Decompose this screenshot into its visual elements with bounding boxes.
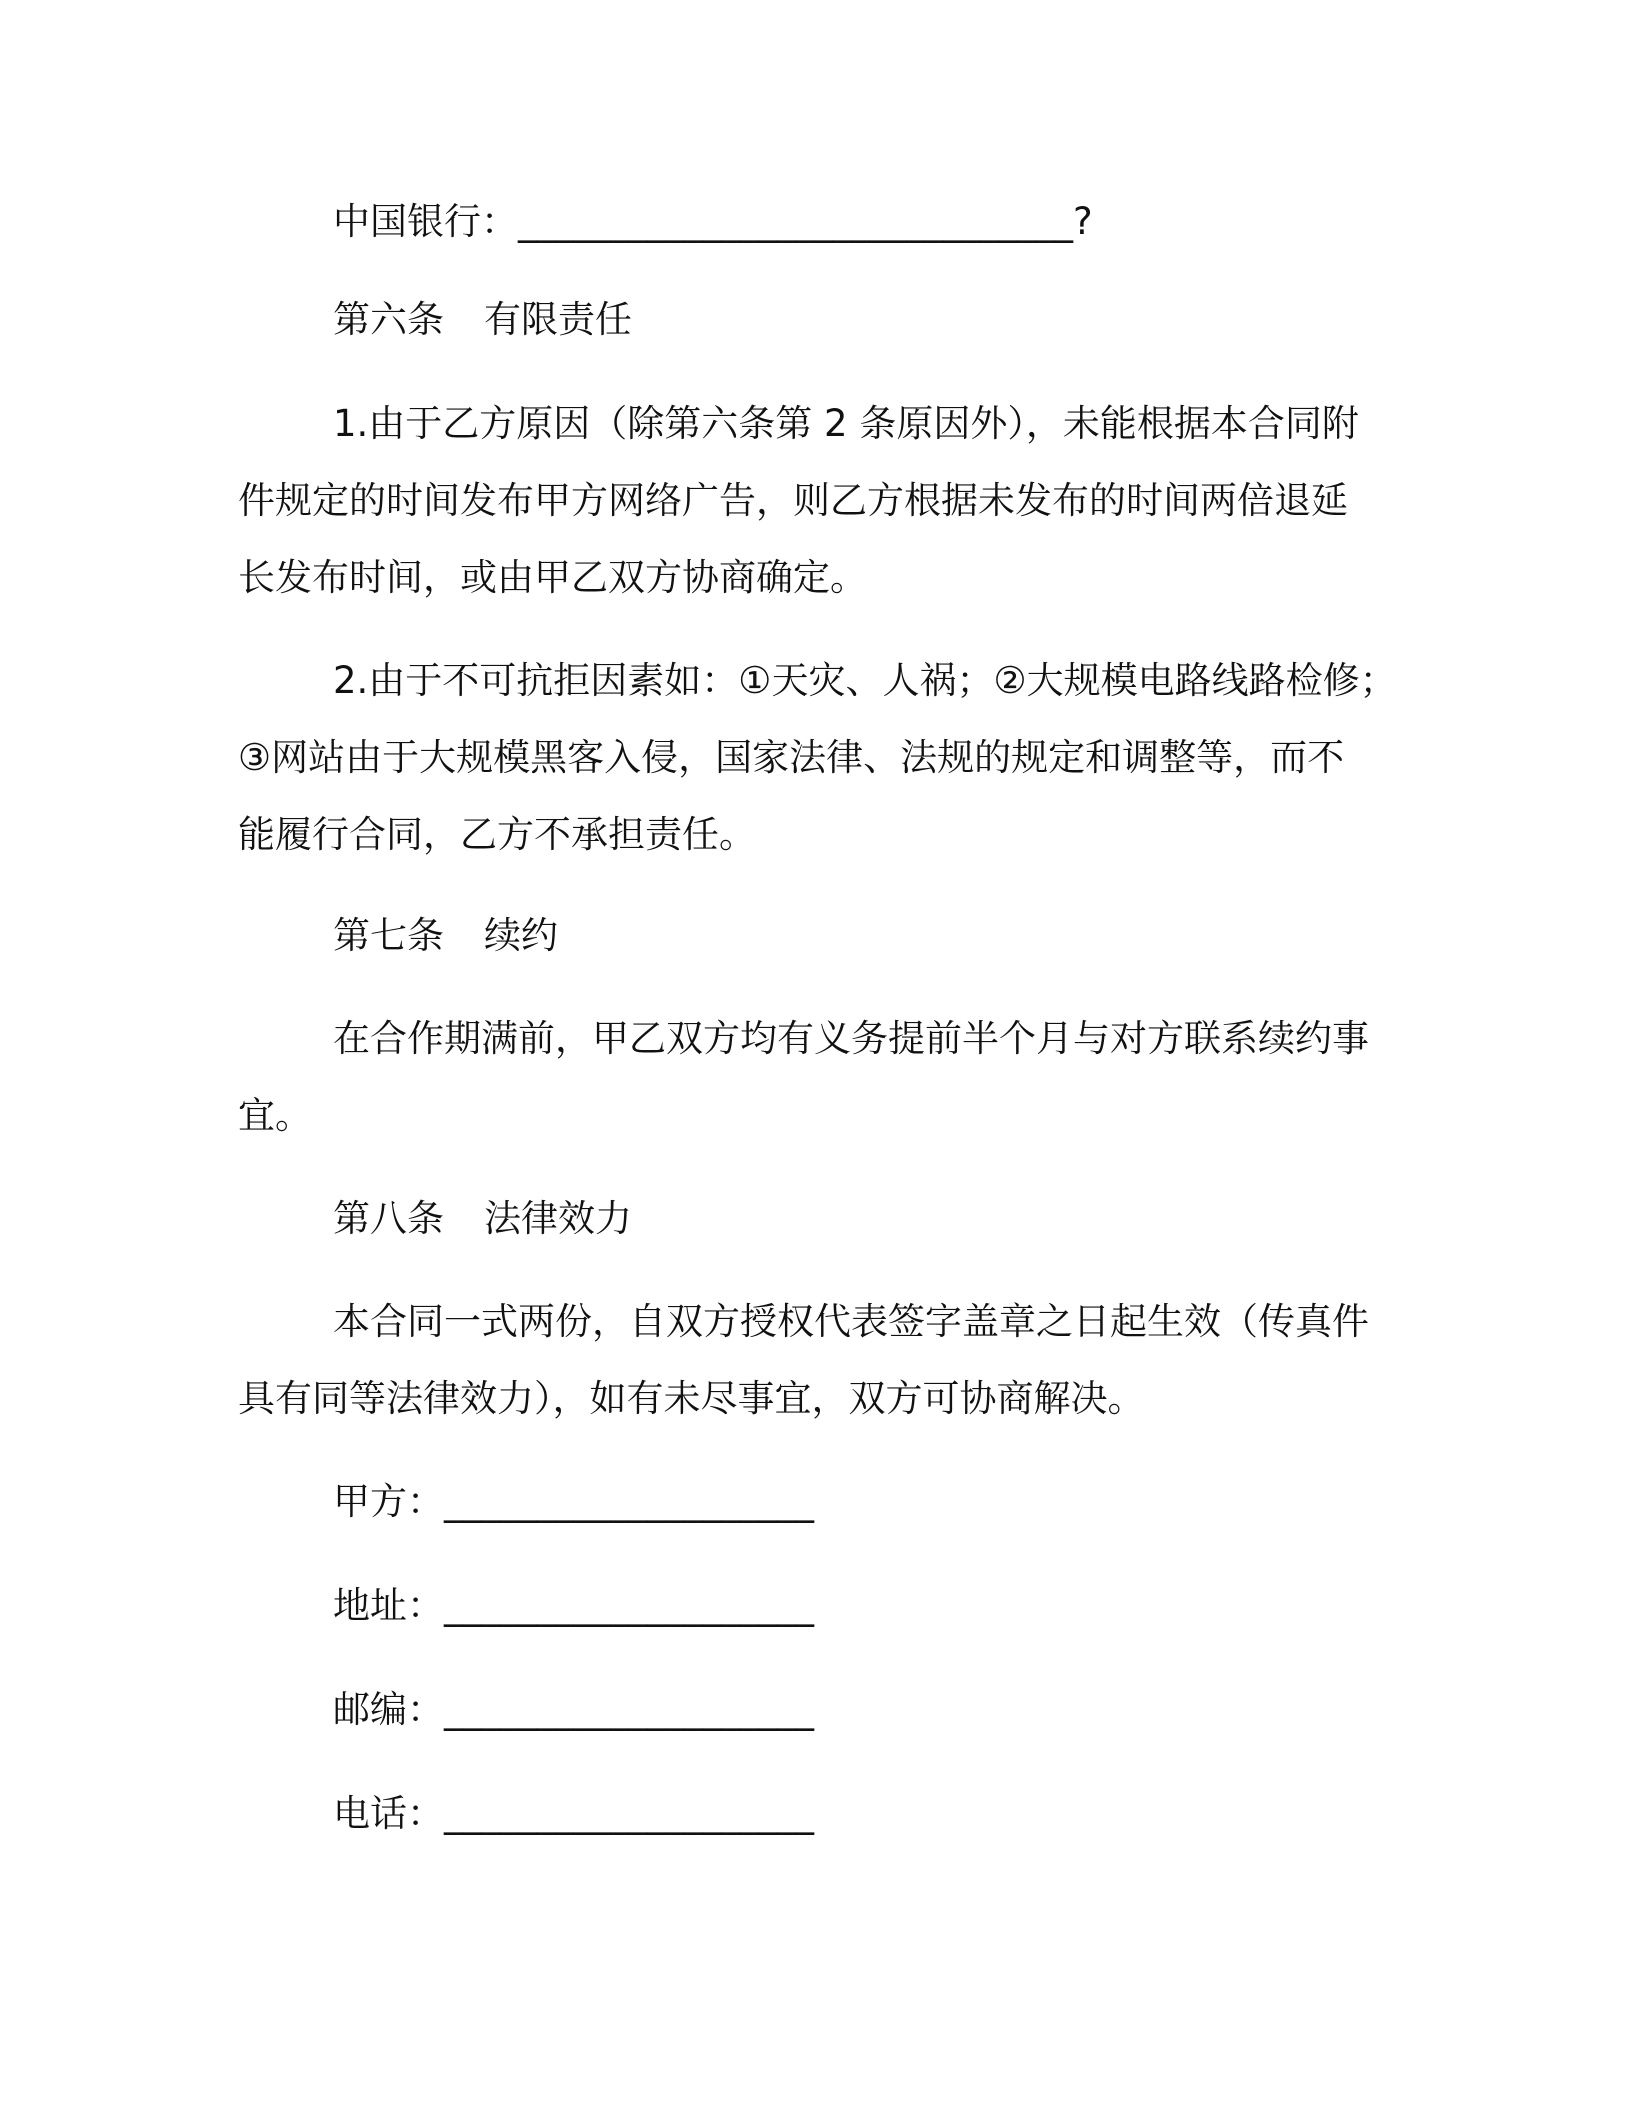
party-a-field: 甲方：____________________ bbox=[333, 1480, 814, 1523]
article-7-para-line2: 宜。 bbox=[238, 1094, 312, 1137]
article-6-para1-line3: 长发布时间，或由甲乙双方协商确定。 bbox=[238, 556, 867, 599]
article-8-heading bbox=[333, 1197, 632, 1241]
article-8-para-line1: 本合同一式两份，自双方授权代表签字盖章之日起生效（传真件 bbox=[333, 1300, 1369, 1343]
article-8-para-line2: 具有同等法律效力），如有未尽事宜，双方可协商解决。 bbox=[238, 1377, 1145, 1420]
article-6-para1-line2: 件规定的时间发布甲方网络广告，则乙方根据未发布的时间两倍退延 bbox=[238, 479, 1348, 522]
article-6-number: 第六条 bbox=[333, 298, 444, 341]
article-6-para2-line1: 2.由于不可抗拒因素如：①天灾、人祸；②大规模电路线路检修； bbox=[333, 659, 1397, 702]
bank-line: 中国银行：______________________________? bbox=[333, 200, 1093, 243]
article-6-para1-line1: 1.由于乙方原因（除第六条第 2 条原因外），未能根据本合同附 bbox=[333, 402, 1359, 445]
article-7-heading bbox=[333, 914, 558, 958]
phone-field: 电话：____________________ bbox=[333, 1792, 814, 1835]
article-8-title: 法律效力 bbox=[484, 1197, 632, 1240]
article-7-para-line1: 在合作期满前，甲乙双方均有义务提前半个月与对方联系续约事 bbox=[333, 1017, 1369, 1060]
article-6-heading bbox=[333, 298, 632, 342]
article-7-number: 第七条 bbox=[333, 914, 444, 957]
article-7-title: 续约 bbox=[484, 914, 558, 957]
article-6-para2-line3: 能履行合同，乙方不承担责任。 bbox=[238, 813, 756, 856]
address-field: 地址：____________________ bbox=[333, 1584, 814, 1627]
postal-code-field: 邮编：____________________ bbox=[333, 1688, 814, 1731]
article-8-number: 第八条 bbox=[333, 1197, 444, 1240]
article-6-title: 有限责任 bbox=[484, 298, 632, 341]
article-6-para2-line2: ③网站由于大规模黑客入侵，国家法律、法规的规定和调整等，而不 bbox=[238, 736, 1345, 779]
